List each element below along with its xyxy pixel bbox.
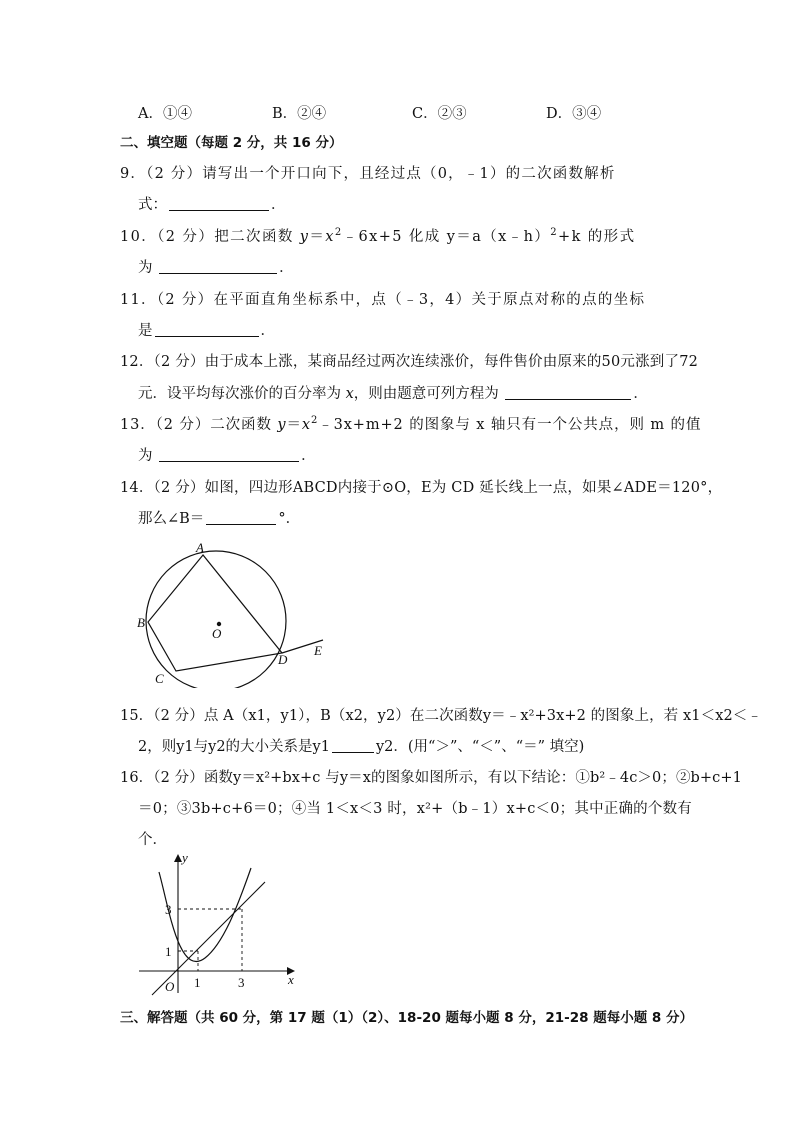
tick-label-x-3: 3 (238, 975, 245, 990)
y-axis-arrow (174, 854, 182, 862)
tick-label-y-1: 1 (165, 944, 172, 959)
question-11: 11．（2 分）在平面直角坐标系中，点（﹣3，4）关于原点对称的点的坐标 (120, 292, 646, 308)
answer-blank[interactable] (159, 447, 299, 462)
figure-parabola-line (135, 848, 310, 998)
question-9-line2: 式： ． (138, 197, 286, 213)
question-14: 14．（2 分）如图，四边形ABCD内接于⊙O，E为 CD 延长线上一点，如果∠ADE＝120°， (120, 480, 723, 496)
question-15: 15．（2 分）点 A（x1，y1），B（x2，y2）在二次函数y＝﹣x²+3x+2 的图象上，若 x1＜x2＜﹣ (120, 708, 762, 724)
section-title-fill-in: 二、填空题（每题 2 分，共 16 分） (120, 135, 343, 151)
answer-blank[interactable] (206, 510, 276, 525)
option-a: A．①④ (138, 106, 192, 122)
answer-blank[interactable] (505, 385, 631, 400)
section-title-solutions: 三、解答题（共 60 分，第 17 题（1）（2）、18-20 题每小题 8 分，21-28 题每小题 8 分） (120, 1010, 693, 1026)
label-origin: O (165, 979, 175, 994)
tick-label-x-1: 1 (194, 975, 201, 990)
label-c: C (155, 671, 164, 686)
parabola-curve (159, 868, 251, 962)
question-16: 16．（2 分）函数y＝x²+bx+c 与y＝x的图象如图所示，有以下结论：①b²﹣4c＞0；②b+c+1 (120, 770, 742, 786)
label-d: D (278, 652, 288, 667)
tick-label-y-3: 3 (165, 902, 172, 917)
option-b: B．②④ (272, 106, 327, 122)
answer-blank[interactable] (155, 322, 259, 337)
question-13: 13．（2 分）二次函数 $y=x^2﹣3x+m+2$ 的图象与 x 轴只有一个公共点，则 m 的值 (120, 415, 702, 433)
label-a: A (196, 540, 204, 555)
label-x-axis: x (288, 972, 294, 987)
question-11-line2: 是 ． (138, 323, 275, 339)
figure-circle-quadrilateral (130, 538, 340, 688)
label-o: O (212, 626, 222, 641)
question-12-line2: 元．设平均每次涨价的百分率为 x，则由题意可列方程为 ． (138, 386, 648, 402)
question-12: 12．（2 分）由于成本上涨，某商品经过两次连续涨价，每件售价由原来的50元涨到了72 (120, 354, 699, 370)
question-16-line2: ＝0；③3b+c+6＝0；④当 1＜x＜3 时，x²+（b﹣1）x+c＜0；其中正确的个数有 (138, 801, 692, 817)
answer-blank[interactable] (332, 738, 374, 753)
answer-blank[interactable] (169, 196, 269, 211)
question-14-line2: 那么∠B＝ °． (138, 511, 301, 527)
question-10: 10．（2 分）把二次函数 $y=x^2﹣6x+5$ 化成 y＝a（x﹣h）$^2$+k 的形式 (120, 227, 636, 245)
question-13-line2: 为 ． (138, 448, 316, 464)
question-16-line3: 个． (138, 832, 167, 848)
label-e: E (314, 643, 322, 658)
label-y-axis: y (182, 850, 188, 865)
option-d: D．③④ (546, 106, 602, 122)
question-10-line2: 为 ． (138, 260, 294, 276)
quadrilateral-abcd (148, 555, 282, 671)
question-9: 9．（2 分）请写出一个开口向下，且经过点（0，﹣1）的二次函数解析 (120, 166, 616, 182)
answer-blank[interactable] (159, 259, 277, 274)
question-15-line2: 2，则y1与y2的大小关系是y1 y2．(用“＞”、“＜”、“＝” 填空) (138, 739, 585, 755)
option-c: C．②③ (412, 106, 467, 122)
label-b: B (137, 615, 145, 630)
